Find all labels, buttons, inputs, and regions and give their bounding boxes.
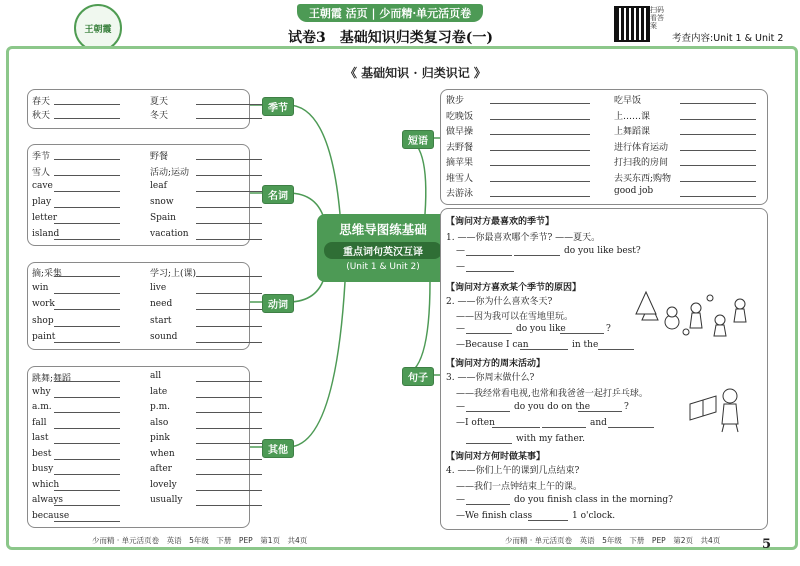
noun-answer-blank[interactable]: [196, 175, 262, 176]
s3-i-often: —I often: [456, 418, 495, 428]
footer-right: 少而精 · 单元活页卷 英语 5年级 下册 PEP 第2页 共4页: [505, 536, 721, 545]
phrase-answer-blank[interactable]: [680, 165, 756, 166]
other-word: best: [32, 448, 52, 459]
other-word: always: [32, 495, 64, 505]
qr-caption: 扫码看答案: [650, 6, 664, 30]
phrase-word: 去买东西;购物: [614, 173, 672, 184]
scope-label: 考查内容:Unit 1 & Unit 2: [672, 33, 784, 44]
s2-answer-text: do you like: [516, 324, 566, 334]
verb-word: 摘;采集: [32, 269, 63, 279]
phrase-answer-blank[interactable]: [490, 150, 590, 151]
noun-word: 季节: [32, 152, 51, 162]
noun-answer-blank[interactable]: [54, 159, 120, 160]
other-answer-blank[interactable]: [196, 381, 262, 382]
verb-word: sound: [150, 332, 178, 342]
s1-blank-2[interactable]: [514, 255, 560, 256]
s1-blank-1[interactable]: [466, 255, 512, 256]
s2-in-the: in the: [572, 340, 599, 350]
s3-with-father: with my father.: [516, 434, 585, 444]
other-answer-blank[interactable]: [54, 428, 120, 429]
s3-dash: —: [456, 402, 465, 412]
other-answer-blank[interactable]: [54, 474, 120, 475]
table-tennis-illustration: [686, 384, 750, 434]
phrase-word: 上舞蹈课: [614, 127, 651, 137]
other-word: last: [32, 433, 49, 443]
other-answer-blank[interactable]: [54, 521, 120, 522]
other-word: pink: [150, 433, 170, 443]
phrase-word: 去野餐: [446, 142, 474, 153]
phrase-box: [440, 89, 768, 205]
noun-word: island: [32, 229, 60, 239]
s2-qmark: ?: [606, 324, 611, 334]
center-units: (Unit 1 & Unit 2): [346, 262, 420, 272]
other-answer-blank[interactable]: [54, 505, 120, 506]
verb-answer-blank[interactable]: [54, 309, 120, 310]
noun-answer-blank[interactable]: [54, 207, 120, 208]
phrase-word: 散步: [446, 96, 465, 106]
s2-question: 2. ——你为什么喜欢冬天?: [446, 297, 553, 307]
noun-word: 雪人: [32, 168, 51, 178]
verb-answer-blank[interactable]: [196, 293, 262, 294]
noun-answer-blank[interactable]: [196, 191, 262, 192]
verb-word: start: [150, 315, 172, 326]
noun-word: play: [32, 197, 52, 207]
phrase-word: 去游泳: [446, 189, 474, 199]
s2-blank-4[interactable]: [598, 349, 634, 350]
noun-word: 野餐: [150, 152, 169, 162]
season-word: 春天: [32, 97, 51, 107]
s2-question-2: ——因为我可以在雪地里玩。: [456, 312, 574, 322]
phrase-word: 进行体育运动: [614, 142, 669, 153]
verb-word: need: [150, 299, 173, 309]
noun-word: leaf: [150, 181, 167, 191]
noun-word: snow: [150, 197, 174, 207]
phrase-answer-blank[interactable]: [490, 165, 590, 166]
other-answer-blank[interactable]: [196, 412, 262, 413]
s2-heading: 【询问对方喜欢某个季节的原因】: [446, 283, 582, 293]
phrase-word: 摘苹果: [446, 158, 474, 168]
s3-blank-4[interactable]: [542, 427, 586, 428]
other-word: all: [150, 371, 162, 381]
s4-heading: 【询问对方何时做某事】: [446, 452, 546, 462]
other-answer-blank[interactable]: [196, 474, 262, 475]
other-word: a.m.: [32, 402, 52, 412]
s4-blank-2[interactable]: [528, 520, 568, 521]
s3-question: 3. ——你周末做什么?: [446, 373, 535, 383]
other-word: fall: [32, 417, 47, 428]
tag-noun: 名词: [262, 185, 294, 204]
phrase-answer-blank[interactable]: [680, 134, 756, 135]
tag-sentence: 句子: [402, 367, 434, 386]
phrase-answer-blank[interactable]: [490, 103, 590, 104]
other-answer-blank[interactable]: [54, 443, 120, 444]
phrase-word: 上……课: [614, 111, 651, 122]
s3-blank-3[interactable]: [492, 427, 540, 428]
snow-play-illustration: [632, 280, 760, 342]
other-answer-blank[interactable]: [196, 505, 262, 506]
other-answer-blank[interactable]: [196, 490, 262, 491]
other-word: lovely: [150, 479, 177, 490]
phrase-answer-blank[interactable]: [680, 196, 756, 197]
other-answer-blank[interactable]: [54, 381, 120, 382]
s2-blank-2[interactable]: [560, 333, 604, 334]
phrase-word: 堆雪人: [446, 173, 474, 184]
verb-word: 学习;上(课): [150, 269, 197, 279]
verb-answer-blank[interactable]: [196, 326, 262, 327]
season-answer-blank[interactable]: [54, 118, 120, 119]
s1-dash: —: [456, 246, 465, 256]
s3-qmark: ?: [624, 402, 629, 412]
s1-answer-text: do you like best?: [564, 246, 641, 256]
tag-verb: 动词: [262, 294, 294, 313]
season-box: [27, 89, 250, 129]
noun-answer-blank[interactable]: [196, 207, 262, 208]
s4-oclock: 1 o'clock.: [572, 511, 616, 521]
s4-answer-text: do you finish class in the morning?: [514, 495, 673, 505]
noun-answer-blank[interactable]: [54, 223, 120, 224]
s3-heading: 【询问对方的周末活动】: [446, 359, 546, 369]
other-word: busy: [32, 464, 54, 474]
brand-logo: 王朝霞: [74, 4, 122, 52]
s2-blank-3[interactable]: [520, 349, 568, 350]
other-word: which: [32, 479, 60, 490]
center-subtitle: 重点词句英汉互译: [324, 242, 442, 259]
tag-season: 季节: [262, 97, 294, 116]
noun-answer-blank[interactable]: [54, 239, 120, 240]
phrase-answer-blank[interactable]: [680, 150, 756, 151]
phrase-answer-blank[interactable]: [680, 103, 756, 104]
phrase-answer-blank[interactable]: [490, 196, 590, 197]
season-word: 冬天: [150, 111, 169, 121]
verb-answer-blank[interactable]: [54, 293, 120, 294]
phrase-word: 做早操: [446, 127, 474, 137]
s4-dash: —: [456, 495, 465, 505]
season-answer-blank[interactable]: [196, 104, 262, 105]
s1-blank-3[interactable]: [466, 271, 514, 272]
s4-question: 4. ——你们上午的课到几点结束?: [446, 466, 580, 476]
noun-word: Spain: [150, 213, 176, 223]
s3-question-2: ——我经常看电视,也常和我爸爸一起打乒乓球。: [456, 389, 648, 399]
season-word: 秋天: [32, 111, 51, 121]
tag-other: 其他: [262, 439, 294, 458]
other-answer-blank[interactable]: [54, 490, 120, 491]
s3-blank-2[interactable]: [578, 411, 622, 412]
noun-answer-blank[interactable]: [196, 159, 262, 160]
phrase-word: 打扫我的房间: [614, 158, 669, 168]
s1-dash-2: —: [456, 262, 465, 272]
section-title: 《 基础知识 · 归类识记 》: [345, 66, 486, 80]
other-word: p.m.: [150, 402, 171, 412]
noun-word: cave: [32, 181, 53, 191]
s3-and: and: [590, 418, 607, 428]
other-word: after: [150, 464, 172, 474]
verb-answer-blank[interactable]: [196, 276, 262, 277]
s4-we-finish: —We finish class: [456, 511, 533, 521]
other-word: late: [150, 386, 168, 397]
phrase-answer-blank[interactable]: [490, 134, 590, 135]
season-answer-blank[interactable]: [196, 118, 262, 119]
other-answer-blank[interactable]: [196, 443, 262, 444]
noun-word: vacation: [150, 229, 189, 239]
other-answer-blank[interactable]: [54, 397, 120, 398]
noun-answer-blank[interactable]: [54, 191, 120, 192]
noun-answer-blank[interactable]: [196, 223, 262, 224]
footer-left: 少而精 · 单元活页卷 英语 5年级 下册 PEP 第1页 共4页: [92, 536, 308, 545]
phrase-word: 吃晚饭: [446, 111, 474, 122]
other-word: when: [150, 448, 175, 459]
s2-dash: —: [456, 324, 465, 334]
tag-phrase: 短语: [402, 130, 434, 149]
noun-word: letter: [32, 213, 58, 223]
s4-question-2: ——我们一点钟结束上午的课。: [456, 482, 583, 492]
noun-answer-blank[interactable]: [54, 175, 120, 176]
brand-tab: 王朝霞 活页 | 少而精·单元活页卷: [297, 4, 483, 22]
verb-word: win: [32, 282, 49, 293]
s2-because: —Because I can: [456, 340, 529, 350]
other-answer-blank[interactable]: [196, 428, 262, 429]
other-word: 跳舞;舞蹈: [32, 374, 72, 384]
verb-answer-blank[interactable]: [54, 342, 120, 343]
s3-answer-text: do you do on the: [514, 402, 591, 412]
other-word: why: [32, 386, 51, 397]
mindmap-center-node: [317, 214, 449, 282]
season-word: 夏天: [150, 97, 169, 107]
other-word: usually: [150, 495, 183, 505]
page-title: 试卷3 基础知识归类复习卷(一): [288, 30, 493, 46]
other-word: because: [32, 510, 70, 521]
noun-answer-blank[interactable]: [196, 239, 262, 240]
phrase-answer-blank[interactable]: [680, 119, 756, 120]
phrase-word: 吃早饭: [614, 96, 642, 106]
s2-blank-1[interactable]: [466, 333, 512, 334]
verb-answer-blank[interactable]: [196, 342, 262, 343]
other-answer-blank[interactable]: [54, 412, 120, 413]
other-answer-blank[interactable]: [54, 459, 120, 460]
season-answer-blank[interactable]: [54, 104, 120, 105]
page-number: 5: [762, 537, 772, 552]
phrase-answer-blank[interactable]: [490, 119, 590, 120]
verb-word: live: [150, 282, 167, 293]
s3-blank-6[interactable]: [466, 443, 512, 444]
s3-blank-5[interactable]: [608, 427, 654, 428]
verb-word: shop: [32, 315, 54, 326]
s1-question: 1. ——你最喜欢哪个季节? ——夏天。: [446, 233, 601, 243]
other-answer-blank[interactable]: [196, 397, 262, 398]
other-word: also: [150, 417, 169, 428]
phrase-answer-blank[interactable]: [490, 181, 590, 182]
verb-answer-blank[interactable]: [196, 309, 262, 310]
center-title: 思维导图练基础: [339, 222, 427, 237]
verb-word: paint: [32, 332, 56, 342]
s1-heading: 【询问对方最喜欢的季节】: [446, 217, 555, 227]
verb-answer-blank[interactable]: [54, 276, 120, 277]
phrase-answer-blank[interactable]: [680, 181, 756, 182]
other-answer-blank[interactable]: [196, 459, 262, 460]
phrase-word: good job: [614, 186, 654, 196]
noun-word: 活动;运动: [150, 168, 190, 178]
s4-blank-1[interactable]: [466, 504, 510, 505]
verb-word: work: [32, 299, 55, 309]
verb-answer-blank[interactable]: [54, 326, 120, 327]
s3-blank-1[interactable]: [466, 411, 510, 412]
